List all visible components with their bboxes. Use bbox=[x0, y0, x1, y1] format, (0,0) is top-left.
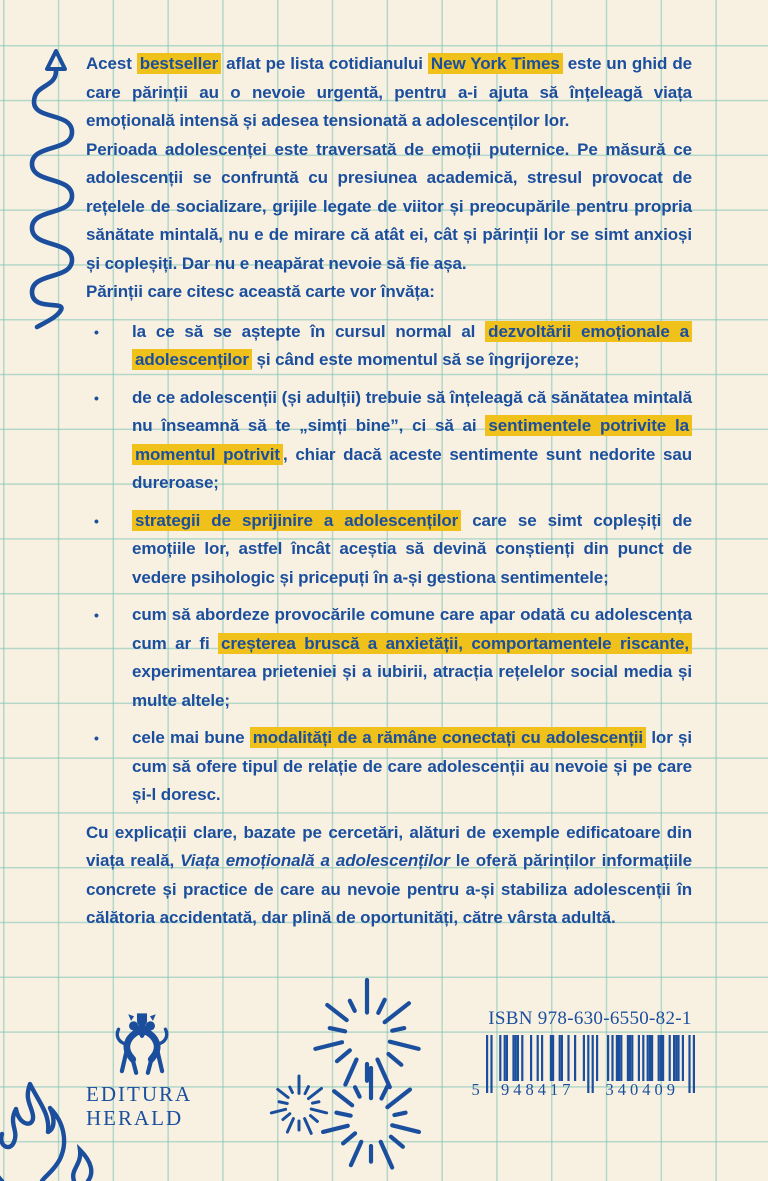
list-item bbox=[86, 384, 692, 498]
list-item bbox=[86, 318, 692, 375]
list-item-text: cele mai bune modalități de a rămâne conectați cu adolescenții lor și cum să ofere tipul de relație de care adolescenții au nevoie și pe care și-l doresc. bbox=[132, 728, 692, 804]
list-item-text: cum să abordeze provocările comune care apar odată cu adolescența cum ar fi creșterea bruscă a anxietății, comportamentele riscante, experimentarea prieteniei și a iubirii, atracția rețelelor social media și multe altele; bbox=[132, 605, 692, 710]
barcode-digits bbox=[472, 1080, 695, 1100]
arrow-squiggle-icon bbox=[20, 48, 84, 332]
list-heading: Părinții care citesc această carte vor învăța: bbox=[86, 282, 435, 301]
list-item bbox=[86, 724, 692, 810]
bullet-dot: • bbox=[94, 389, 99, 406]
back-cover-text bbox=[86, 50, 692, 933]
firework-icon bbox=[243, 972, 495, 1180]
isbn-block bbox=[471, 1008, 698, 1100]
intro-paragraph: Acest bestseller aflat pe lista cotidianului New York Times este un ghid de care părinții au o nevoie urgentă, pentru a-i ajuta să înțeleagă viața emoțională intensă și adesea tensionată a adolescenților lor. bbox=[86, 54, 692, 130]
bullet-dot: • bbox=[94, 730, 99, 746]
publisher-name bbox=[86, 1083, 206, 1130]
bullet-dot: • bbox=[94, 607, 99, 623]
barcode-group2: 340409 bbox=[605, 1080, 679, 1099]
barcode bbox=[471, 1035, 695, 1100]
publisher-name-line1: EDITURA bbox=[86, 1082, 193, 1106]
publisher-lions-logo bbox=[100, 1010, 184, 1077]
publisher-name-line2: HERALD bbox=[86, 1105, 184, 1130]
isbn-label: ISBN 978-630-6550-82-1 bbox=[488, 1008, 692, 1029]
publisher-block bbox=[86, 1010, 206, 1130]
list-item bbox=[86, 601, 692, 715]
list-item-text: de ce adolescenții (și adulții) trebuie să înțeleagă că sănătatea mintală nu înseamnă să te „simți bine”, ci să ai sentimentele potrivite la momentul potrivit , chiar dacă aceste sentimente sunt nedorite sau dureroase; bbox=[132, 387, 692, 492]
bullet-dot: • bbox=[94, 323, 99, 340]
barcode-lead-digit: 5 bbox=[471, 1080, 480, 1099]
list-item-text: strategii de sprijinire a adolescenților care se simt copleșiți de emoțiile lor, astfel încât aceștia să devină conștienți din punct de vedere psihologic și pricepuți în a-și gestiona sentimentele; bbox=[132, 510, 692, 587]
closing-paragraph: Cu explicații clare, bazate pe cercetări, alături de exemple edificatoare din viața reală, Viața emoțională a adolescenților le oferă părinților informațiile concrete și practice de care au nevoie pentru a-și stabiliza adolescenții în călătoria accidentată, dar plină de oportunități, către vârsta adultă. bbox=[86, 822, 692, 927]
barcode-group1: 948417 bbox=[501, 1080, 575, 1099]
list-item-text: la ce să se aștepte în cursul normal al dezvoltării emoționale a adolescenților și când este momentul să se îngrijoreze; bbox=[132, 321, 692, 371]
benefits-list bbox=[86, 318, 692, 810]
list-item bbox=[86, 507, 692, 593]
second-paragraph: Perioada adolescenței este traversată de emoții puternice. Pe măsură ce adolescenții se confruntă cu presiunea academică, stresul provocat de rețelele de socializare, grijile legate de viitor și preocupările pentru propria sănătate mintală, nu e de mirare că atât ei, cât și părinții lor se simt anxioși și copleșiți. Dar nu e neapărat nevoie să fie așa. bbox=[86, 139, 692, 273]
bullet-dot: • bbox=[94, 512, 99, 529]
